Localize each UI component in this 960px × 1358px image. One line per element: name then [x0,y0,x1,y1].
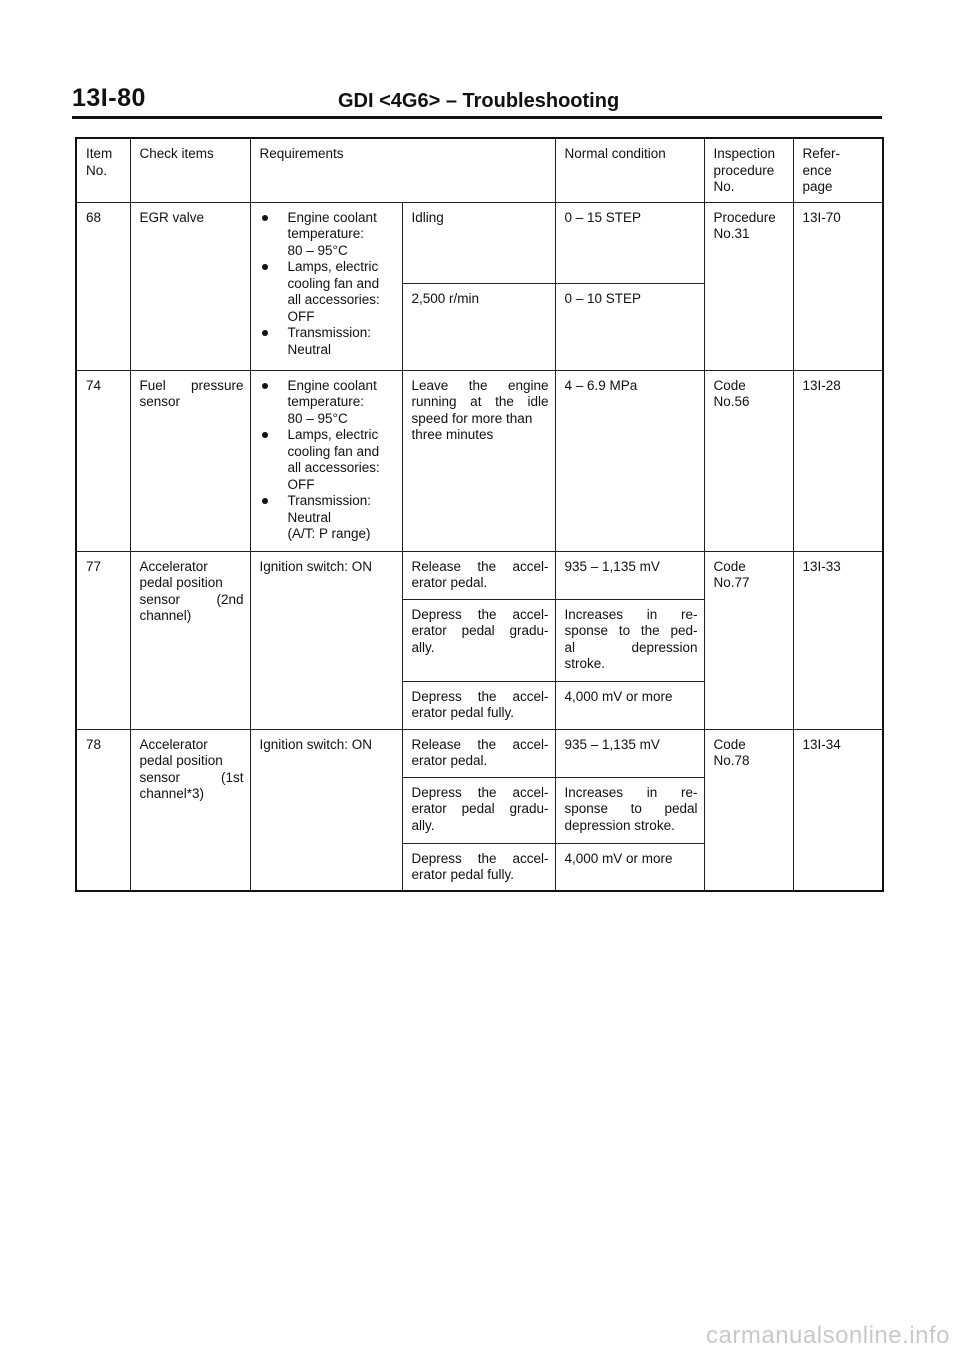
reference-page-cell: 13I-70 [793,202,883,370]
requirements-cell [250,370,402,551]
normal-condition-cell: 4,000 mV or more [555,681,704,729]
condition-cell: Depress the accel- erator pedal fully. [402,843,555,891]
requirement-item: Lamps, electric cooling fan and all accessories: OFF [260,427,396,493]
condition-cell: Idling [402,202,555,283]
item-no-cell: 77 [76,551,130,729]
normal-condition-cell: 4,000 mV or more [555,843,704,891]
condition-cell: Depress the accel- erator pedal fully. [402,681,555,729]
table-row [76,551,883,599]
condition-cell: Release the accel- erator pedal. [402,729,555,777]
condition-cell: 2,500 r/min [402,283,555,370]
section-title: GDI <4G6> – Troubleshooting [338,90,620,112]
header-normal-condition: Normal condition [555,138,704,202]
procedure-cell: Code No.77 [704,551,793,729]
procedure-cell: Code No.56 [704,370,793,551]
reference-page-cell: 13I-28 [793,370,883,551]
requirement-item: Transmission: Neutral (A/T: P range) [260,493,396,543]
normal-condition-cell: 935 – 1,135 mV [555,551,704,599]
condition-cell: Release the accel- erator pedal. [402,551,555,599]
procedure-cell: Code No.78 [704,729,793,891]
watermark-text: carmanualsonline.info [706,1322,950,1349]
requirements-cell [250,202,402,370]
normal-condition-cell: Increases in re- sponse to pedal depression stroke. [555,777,704,843]
header-item-no: Item No. [76,138,130,202]
header-check-items: Check items [130,138,250,202]
condition-cell: Leave the engine running at the idle speed for more than three minutes [402,370,555,551]
requirements-cell: Ignition switch: ON [250,729,402,891]
header-requirements: Requirements [250,138,555,202]
requirements-cell: Ignition switch: ON [250,551,402,729]
requirement-item: Engine coolant temperature: 80 – 95°C [260,378,396,428]
normal-condition-cell: 0 – 10 STEP [555,283,704,370]
normal-condition-cell: Increases in re- sponse to the ped- al depression stroke. [555,599,704,681]
table-header-row [76,138,883,202]
table-row [76,729,883,777]
item-no-cell: 74 [76,370,130,551]
requirement-item: Transmission: Neutral [260,325,396,358]
reference-page-cell: 13I-33 [793,551,883,729]
item-no-cell: 78 [76,729,130,891]
normal-condition-cell: 4 – 6.9 MPa [555,370,704,551]
item-no-cell: 68 [76,202,130,370]
header-rule [72,116,882,119]
normal-condition-cell: 935 – 1,135 mV [555,729,704,777]
troubleshooting-table [75,137,884,892]
page-header [72,84,882,124]
check-item-cell: EGR valve [130,202,250,370]
normal-condition-cell: 0 – 15 STEP [555,202,704,283]
table-row [76,370,883,551]
check-item-cell: Fuel pressure sensor [130,370,250,551]
reference-page-cell: 13I-34 [793,729,883,891]
page-number: 13I-80 [72,84,146,112]
condition-cell: Depress the accel- erator pedal gradu- ally. [402,777,555,843]
requirement-item: Lamps, electric cooling fan and all accessories: OFF [260,259,396,325]
procedure-cell: Procedure No.31 [704,202,793,370]
condition-cell: Depress the accel- erator pedal gradu- ally. [402,599,555,681]
table-row [76,202,883,283]
check-item-cell: Accelerator pedal position sensor (1st channel*3) [130,729,250,891]
check-item-cell: Accelerator pedal position sensor (2nd channel) [130,551,250,729]
header-inspection-procedure: Inspection procedure No. [704,138,793,202]
header-reference-page: Refer- ence page [793,138,883,202]
requirement-item: Engine coolant temperature: 80 – 95°C [260,210,396,260]
